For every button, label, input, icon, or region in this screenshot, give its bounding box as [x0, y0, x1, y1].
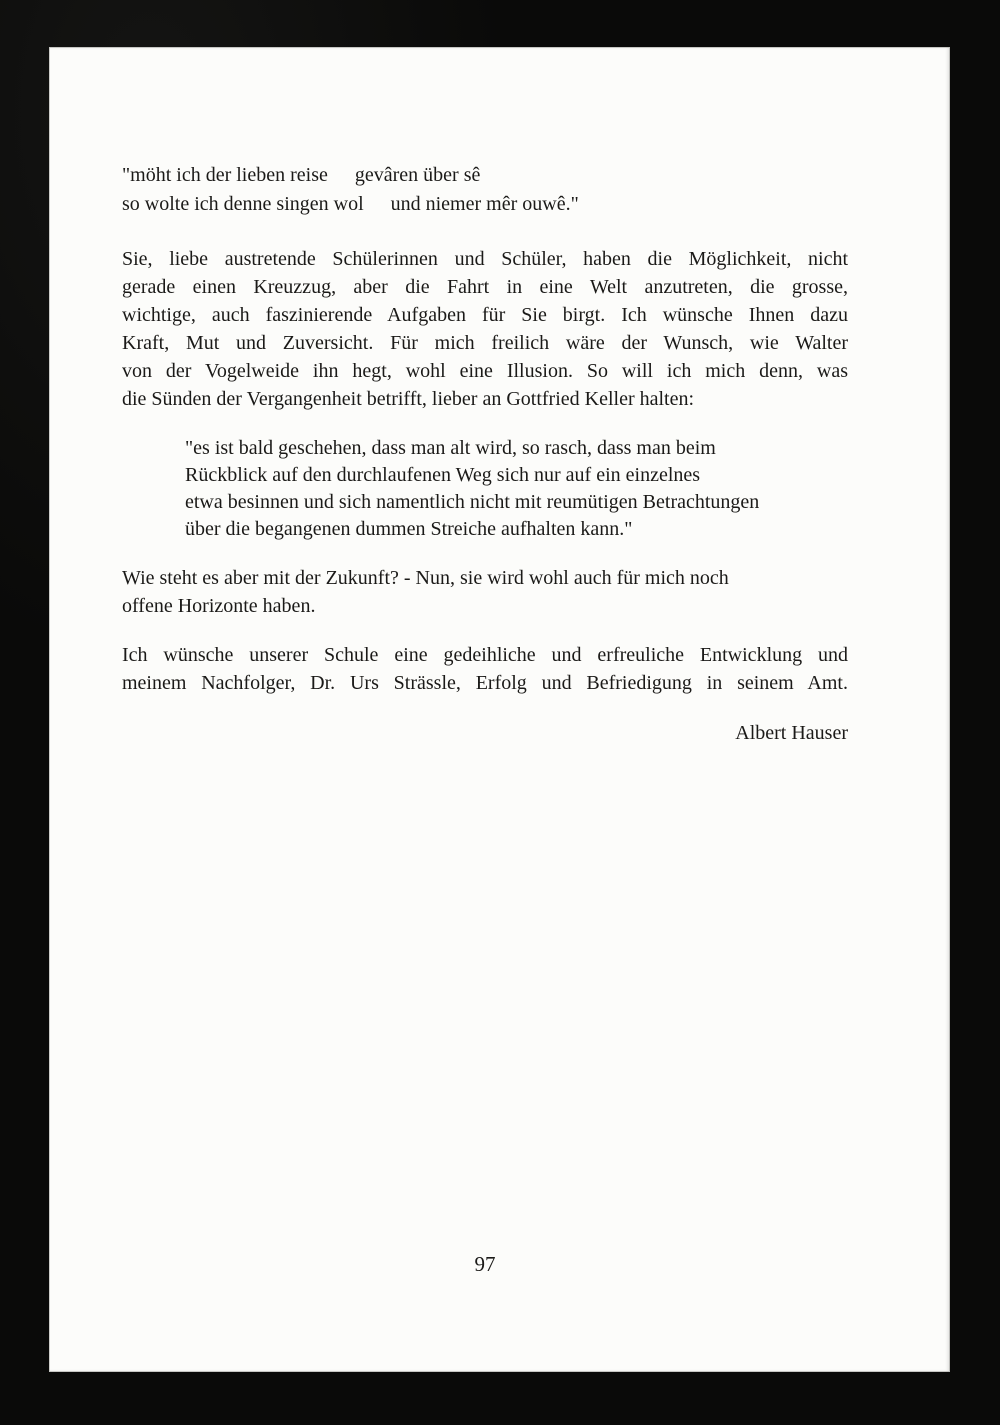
- page-number: 97: [474, 1252, 496, 1276]
- quote-line: Rückblick auf den durchlaufenen Weg sich nur auf ein einzelnes: [185, 464, 701, 486]
- signature: Albert Hauser: [735, 722, 848, 744]
- poem-line: [122, 161, 848, 190]
- poem-line: [122, 190, 848, 219]
- paragraph-line: gerade einen Kreuzzug, aber die Fahrt in eine Welt anzutreten, die grosse,: [122, 276, 848, 298]
- keller-quote: [185, 435, 848, 543]
- quote-line: etwa besinnen und sich namentlich nicht mit reumütigen Betrachtungen: [185, 491, 760, 513]
- paragraph-line: Ich wünsche unserer Schule eine gedeihliche und erfreuliche Entwicklung und: [122, 644, 848, 666]
- quote-line: über die begangenen dummen Streiche aufhalten kann.": [185, 518, 633, 540]
- paragraph-line: von der Vogelweide ihn hegt, wohl eine Illusion. So will ich mich denn, was: [122, 360, 848, 382]
- poem-line-2-right: und niemer mêr ouwê.": [390, 193, 579, 215]
- paragraph-line: meinem Nachfolger, Dr. Urs Strässle, Erfolg und Befriedigung in seinem Amt.: [122, 672, 848, 694]
- paragraph-line: offene Horizonte haben.: [122, 595, 316, 617]
- poem-quote: [122, 161, 848, 219]
- poem-line-1-left: "möht ich der lieben reise: [122, 164, 328, 186]
- paragraph-line: Wie steht es aber mit der Zukunft? - Nun, sie wird wohl auch für mich noch: [122, 567, 729, 589]
- paragraph-wish: [122, 641, 848, 697]
- poem-line-2-left: so wolte ich denne singen wol: [122, 193, 364, 215]
- paragraph-farewell: [122, 245, 848, 413]
- quote-line: "es ist bald geschehen, dass man alt wird, so rasch, dass man beim: [185, 437, 716, 459]
- paragraph-line: wichtige, auch faszinierende Aufgaben für Sie birgt. Ich wünsche Ihnen dazu: [122, 304, 848, 326]
- poem-line-1-right: gevâren über sê: [354, 164, 481, 186]
- paragraph-line: Sie, liebe austretende Schülerinnen und Schüler, haben die Möglichkeit, nicht: [122, 248, 848, 270]
- paragraph-line: Kraft, Mut und Zuversicht. Für mich freilich wäre der Wunsch, wie Walter: [122, 332, 848, 354]
- paragraph-future: [122, 564, 848, 620]
- paragraph-line: die Sünden der Vergangenheit betrifft, lieber an Gottfried Keller halten:: [122, 388, 695, 410]
- document-page: [49, 47, 950, 1372]
